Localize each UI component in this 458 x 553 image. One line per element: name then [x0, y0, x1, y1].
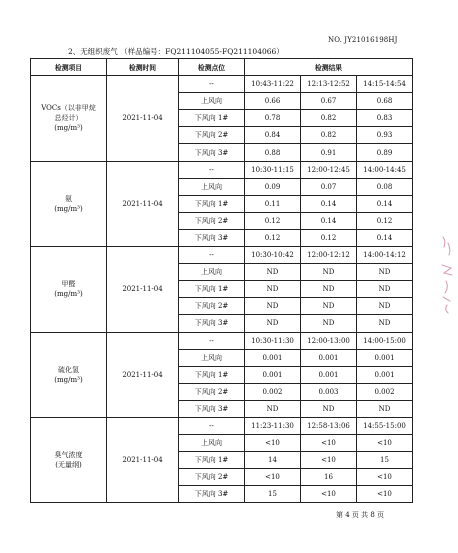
result-value-cell: <10 — [357, 469, 413, 486]
result-value-cell: 0.67 — [301, 93, 357, 110]
result-value-cell: 0.68 — [357, 93, 413, 110]
sampling-point-cell: 下风向 1# — [179, 452, 245, 469]
result-value-cell: 10:30-10:42 — [245, 247, 301, 264]
sampling-point-cell: 上风向 — [179, 435, 245, 452]
result-value-cell: ND — [245, 281, 301, 298]
table-row — [31, 161, 413, 178]
result-value-cell: 0.001 — [301, 349, 357, 366]
result-value-cell: 12:00-12:12 — [301, 247, 357, 264]
result-value-cell: 0.09 — [245, 178, 301, 195]
test-item-cell — [31, 161, 107, 246]
sampling-point-cell: -- — [179, 417, 245, 434]
report-number: NO. JY21016198HJ — [328, 36, 398, 44]
sampling-point-cell: 下风向 1# — [179, 110, 245, 127]
result-value-cell: ND — [301, 400, 357, 417]
result-value-cell: ND — [301, 315, 357, 332]
result-value-cell: 0.002 — [245, 383, 301, 400]
result-value-cell: 0.83 — [357, 110, 413, 127]
sampling-point-cell: 下风向 2# — [179, 212, 245, 229]
result-value-cell: <10 — [245, 435, 301, 452]
result-value-cell: 12:13-12:52 — [301, 76, 357, 93]
sampling-point-cell: 下风向 2# — [179, 298, 245, 315]
result-value-cell: 14:55-15:00 — [357, 417, 413, 434]
result-value-cell: ND — [301, 281, 357, 298]
result-value-cell: 0.002 — [357, 383, 413, 400]
result-value-cell: ND — [245, 264, 301, 281]
result-value-cell: 10:30-11:30 — [245, 332, 301, 349]
result-value-cell: 0.003 — [301, 383, 357, 400]
test-date-cell: 2021-11-04 — [107, 417, 179, 502]
result-value-cell: 0.12 — [245, 212, 301, 229]
sampling-point-cell: -- — [179, 76, 245, 93]
result-value-cell: 10:30-11:15 — [245, 161, 301, 178]
result-value-cell: 14:00-15:00 — [357, 332, 413, 349]
result-value-cell: ND — [357, 264, 413, 281]
results-table — [30, 58, 413, 503]
column-header-point: 检测点位 — [179, 59, 245, 76]
result-value-cell: <10 — [301, 435, 357, 452]
result-value-cell: 0.11 — [245, 195, 301, 212]
result-value-cell: 0.14 — [357, 229, 413, 246]
test-item-cell — [31, 332, 107, 417]
result-value-cell: <10 — [245, 469, 301, 486]
result-value-cell: 0.07 — [301, 178, 357, 195]
sampling-point-cell: 下风向 1# — [179, 195, 245, 212]
test-date-cell: 2021-11-04 — [107, 332, 179, 417]
result-value-cell: 0.08 — [357, 178, 413, 195]
result-value-cell: 15 — [357, 452, 413, 469]
test-item-line: VOCs（以非甲烷 — [41, 104, 96, 113]
result-value-cell: ND — [301, 264, 357, 281]
result-value-cell: 0.14 — [301, 195, 357, 212]
result-value-cell: 0.001 — [245, 349, 301, 366]
result-value-cell: 14 — [245, 452, 301, 469]
result-value-cell: 0.12 — [357, 212, 413, 229]
table-header-row — [31, 59, 413, 76]
result-value-cell: 10:43-11:22 — [245, 76, 301, 93]
result-value-cell: ND — [245, 315, 301, 332]
test-item-line: 臭气浓度 — [54, 451, 83, 460]
result-value-cell: 0.84 — [245, 127, 301, 144]
result-value-cell: 0.001 — [245, 366, 301, 383]
result-value-cell: 14:00-14:12 — [357, 247, 413, 264]
test-date-cell: 2021-11-04 — [107, 76, 179, 161]
sampling-point-cell: -- — [179, 247, 245, 264]
result-value-cell: 0.14 — [357, 195, 413, 212]
result-value-cell: <10 — [357, 486, 413, 503]
test-item-line: 氨 — [65, 194, 72, 203]
result-value-cell: 0.001 — [357, 366, 413, 383]
sampling-point-cell: 上风向 — [179, 264, 245, 281]
test-item-line: 甲醛 — [61, 280, 76, 289]
seal-stamp-fragment — [440, 235, 454, 315]
test-date-cell: 2021-11-04 — [107, 161, 179, 246]
result-value-cell: ND — [301, 298, 357, 315]
table-body — [31, 76, 413, 503]
result-value-cell: 11:23-11:30 — [245, 417, 301, 434]
sampling-point-cell: 下风向 3# — [179, 144, 245, 161]
sampling-point-cell: 上风向 — [179, 349, 245, 366]
result-value-cell: ND — [357, 315, 413, 332]
result-value-cell: <10 — [357, 435, 413, 452]
result-value-cell: 12:00-12:45 — [301, 161, 357, 178]
result-value-cell: ND — [357, 298, 413, 315]
test-item-line: (mg/m³) — [54, 290, 83, 299]
result-value-cell: ND — [245, 298, 301, 315]
sampling-point-cell: 下风向 1# — [179, 281, 245, 298]
column-header-time: 检测时间 — [107, 59, 179, 76]
result-value-cell: 0.14 — [301, 212, 357, 229]
test-item-line: (mg/m³) — [54, 375, 83, 384]
sampling-point-cell: 下风向 3# — [179, 400, 245, 417]
result-value-cell: 0.91 — [301, 144, 357, 161]
sampling-point-cell: 下风向 3# — [179, 486, 245, 503]
result-value-cell: 16 — [301, 469, 357, 486]
result-value-cell: 14:00-14:45 — [357, 161, 413, 178]
test-item-cell — [31, 76, 107, 161]
result-value-cell: 0.78 — [245, 110, 301, 127]
sampling-point-cell: 下风向 3# — [179, 229, 245, 246]
sampling-point-cell: 下风向 2# — [179, 127, 245, 144]
table-row — [31, 332, 413, 349]
test-date-cell: 2021-11-04 — [107, 247, 179, 332]
result-value-cell: 12:00-13:00 — [301, 332, 357, 349]
table-row — [31, 247, 413, 264]
result-value-cell: 15 — [245, 486, 301, 503]
result-value-cell: 0.66 — [245, 93, 301, 110]
table-row — [31, 417, 413, 434]
result-value-cell: 14:15-14:54 — [357, 76, 413, 93]
result-value-cell: 0.12 — [245, 229, 301, 246]
column-header-result: 检测结果 — [245, 59, 413, 76]
sampling-point-cell: 下风向 2# — [179, 383, 245, 400]
test-item-line: (无量纲) — [55, 461, 82, 470]
table-row — [31, 76, 413, 93]
result-value-cell: ND — [357, 400, 413, 417]
result-value-cell: 12:58-13:06 — [301, 417, 357, 434]
test-item-line: 硫化氢 — [58, 365, 79, 374]
sampling-point-cell: 下风向 2# — [179, 469, 245, 486]
sampling-point-cell: 上风向 — [179, 178, 245, 195]
column-header-item: 检测项目 — [31, 59, 107, 76]
test-item-line: (mg/m³) — [54, 204, 83, 213]
result-value-cell: 0.82 — [301, 110, 357, 127]
result-value-cell: 0.88 — [245, 144, 301, 161]
sampling-point-cell: -- — [179, 332, 245, 349]
result-value-cell: 0.12 — [301, 229, 357, 246]
test-item-line: (mg/m³) — [54, 124, 83, 133]
sampling-point-cell: 下风向 1# — [179, 366, 245, 383]
test-item-line: 总烃计） — [54, 114, 83, 123]
page-number: 第 4 页 共 8 页 — [336, 511, 385, 519]
result-value-cell: 0.82 — [301, 127, 357, 144]
result-value-cell: <10 — [301, 486, 357, 503]
result-value-cell: ND — [245, 400, 301, 417]
result-value-cell: 0.001 — [301, 366, 357, 383]
test-item-cell — [31, 247, 107, 332]
result-value-cell: 0.89 — [357, 144, 413, 161]
sampling-point-cell: -- — [179, 161, 245, 178]
result-value-cell: <10 — [301, 452, 357, 469]
result-value-cell: ND — [357, 281, 413, 298]
result-value-cell: 0.001 — [357, 349, 413, 366]
sampling-point-cell: 上风向 — [179, 93, 245, 110]
test-item-cell — [31, 417, 107, 502]
result-value-cell: 0.93 — [357, 127, 413, 144]
sampling-point-cell: 下风向 3# — [179, 315, 245, 332]
section-title: 2、无组织废气 （样品编号：FQ211104055-FQ211104066） — [68, 47, 284, 56]
